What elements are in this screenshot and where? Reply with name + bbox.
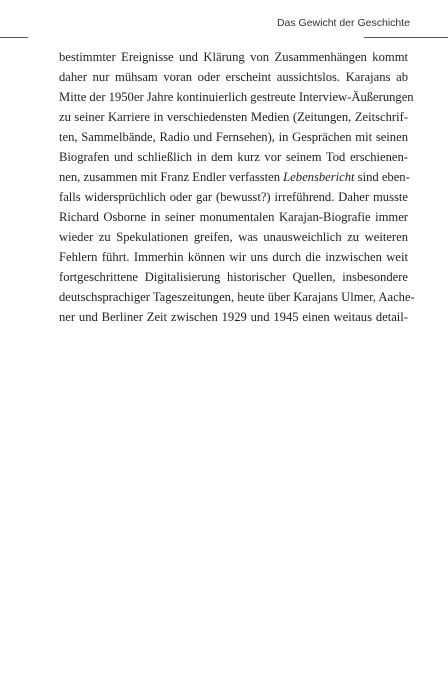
- running-head: Das Gewicht der Geschichte: [276, 17, 410, 29]
- text-line: deutschsprachiger Tageszeitungen, heute über Karajans Ulmer, Aache-: [59, 290, 415, 304]
- text-line: bestimmter Ereignisse und Klärung von Zusammenhängen kommt: [59, 50, 408, 64]
- text-line: wieder zu Spekulationen greifen, was unausweichlich zu weiteren: [59, 230, 408, 244]
- text-line: daher nur mühsam voran oder erscheint aussichtslos. Karajans ab: [59, 70, 408, 84]
- text-line: Richard Osborne in seiner monumentalen Karajan-Biografie immer: [59, 210, 408, 224]
- text-line: Mitte der 1950er Jahre kontinuierlich gestreute Interview-Äußerungen: [59, 90, 414, 104]
- text-line: Biografen und schließlich in dem kurz vor seinem Tod erschienen-: [59, 150, 408, 164]
- text-line: zu seiner Karriere in verschiedensten Medien (Zeitungen, Zeitschrif-: [59, 110, 408, 124]
- header-rule-left: [0, 37, 28, 38]
- text-line: Fehlern führt. Immerhin können wir uns durch die inzwischen weit: [59, 250, 408, 264]
- text-segment: nen, zusammen mit Franz Endler verfassten: [59, 170, 284, 184]
- text-line: ner und Berliner Zeit zwischen 1929 und 1945 einen weitaus detail-: [59, 310, 408, 324]
- text-line: fortgeschrittene Digitalisierung historischer Quellen, insbesondere: [59, 270, 408, 284]
- text-line: ten, Sammelbände, Radio und Fernsehen), in Gesprächen mit seinen: [59, 130, 408, 144]
- header-rule-right: [364, 37, 448, 38]
- italic-title: Lebensbericht: [283, 170, 355, 184]
- text-line: [59, 167, 408, 187]
- text-segment: sind eben-: [354, 170, 410, 184]
- text-line: falls widersprüchlich oder gar (bewusst?) irreführend. Daher musste: [59, 190, 408, 204]
